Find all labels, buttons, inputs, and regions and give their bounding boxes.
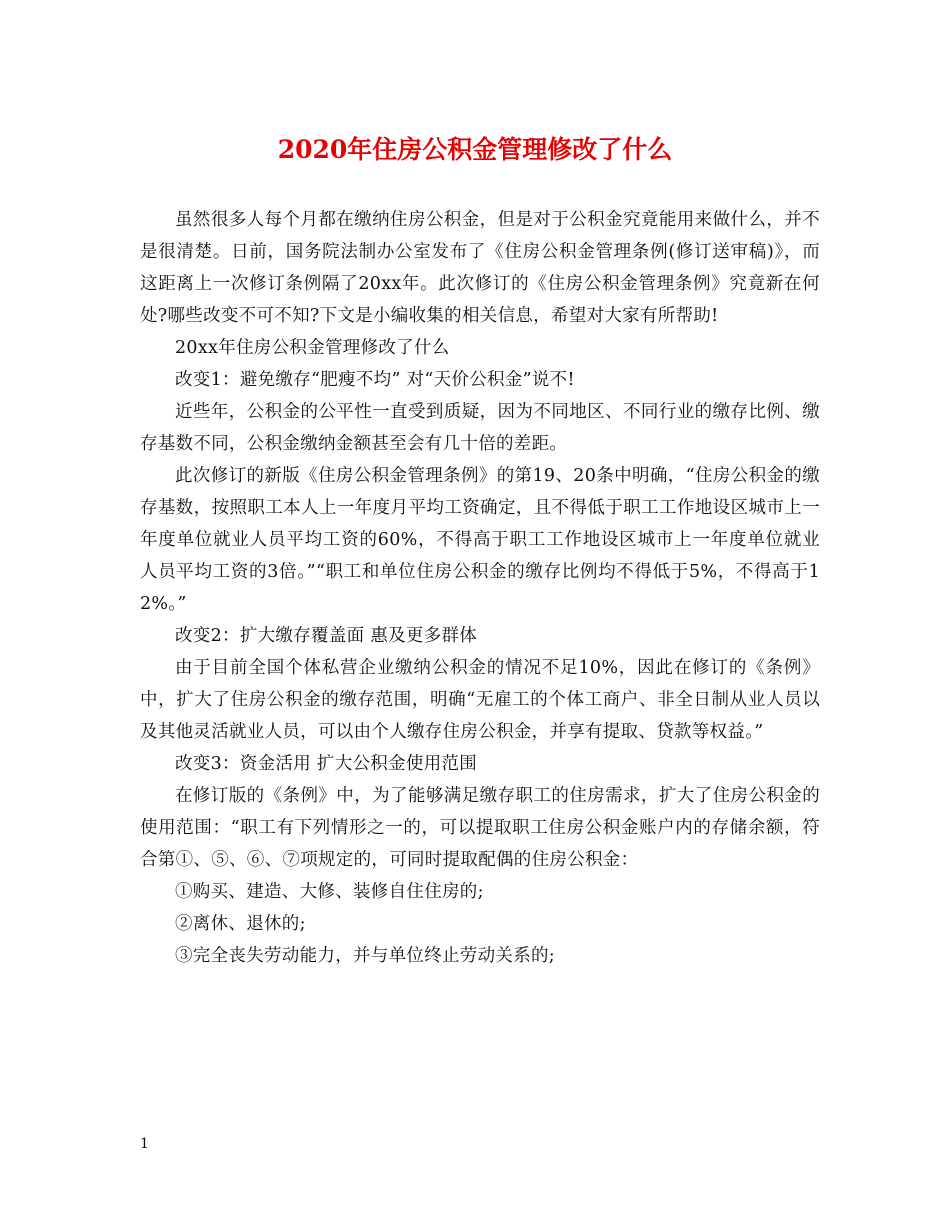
paragraph-change-2-heading: 改变2：扩大缴存覆盖面 惠及更多群体 (175, 626, 478, 646)
paragraph-change-3-heading: 改变3：资金活用 扩大公积金使用范围 (175, 754, 478, 774)
paragraph-change-1-background: 近些年，公积金的公平性一直受到质疑，因为不同地区、不同行业的缴存比例、缴存基数不同，公积金缴纳金额甚至会有几十倍的差距。 (140, 402, 820, 454)
document-title: 2020年住房公积金管理修改了什么 (277, 135, 673, 164)
paragraph-change-1-heading: 改变1：避免缴存“肥瘦不均” 对“天价公积金”说不! (175, 370, 575, 390)
list-item-1: ①购买、建造、大修、装修自住住房的; (175, 882, 484, 902)
list-item-2: ②离休、退休的; (175, 914, 306, 934)
paragraph-change-3-detail: 在修订版的《条例》中，为了能够满足缴存职工的住房需求，扩大了住房公积金的使用范围：“职工有下列情形之一的，可以提取职工住房公积金账户内的存储余额，符合第①、⑤、⑥、⑦项规定的，可同时提取配偶的住房公积金： (140, 786, 820, 870)
paragraph-change-2-detail: 由于目前全国个体私营企业缴纳公积金的情况不足10%，因此在修订的《条例》中，扩大了住房公积金的缴存范围，明确“无雇工的个体工商户、非全日制从业人员以及其他灵活就业人员，可以由个人缴存住房公积金，并享有提取、贷款等权益。” (140, 658, 820, 742)
paragraph-intro: 虽然很多人每个月都在缴纳住房公积金，但是对于公积金究竟能用来做什么，并不是很清楚。日前，国务院法制办公室发布了《住房公积金管理条例(修订送审稿)》，而这距离上一次修订条例隔了20xx年。此次修订的《住房公积金管理条例》究竟新在何处?哪些改变不可不知?下文是小编收集的相关信息，希望对大家有所帮助! (140, 210, 820, 326)
paragraph-subtitle: 20xx年住房公积金管理修改了什么 (175, 338, 450, 358)
document-body (140, 204, 820, 972)
paragraph-change-1-detail: 此次修订的新版《住房公积金管理条例》的第19、20条中明确，“住房公积金的缴存基数，按照职工本人上一年度月平均工资确定，且不得低于职工工作地设区城市上一年度单位就业人员平均工资的60%，不得高于职工工作地设区城市上一年度单位就业人员平均工资的3倍。”“职工和单位住房公积金的缴存比例均不得低于5%，不得高于12%。” (140, 466, 820, 614)
page-number: 1 (140, 1136, 149, 1152)
list-item-3: ③完全丧失劳动能力，并与单位终止劳动关系的; (175, 946, 555, 966)
